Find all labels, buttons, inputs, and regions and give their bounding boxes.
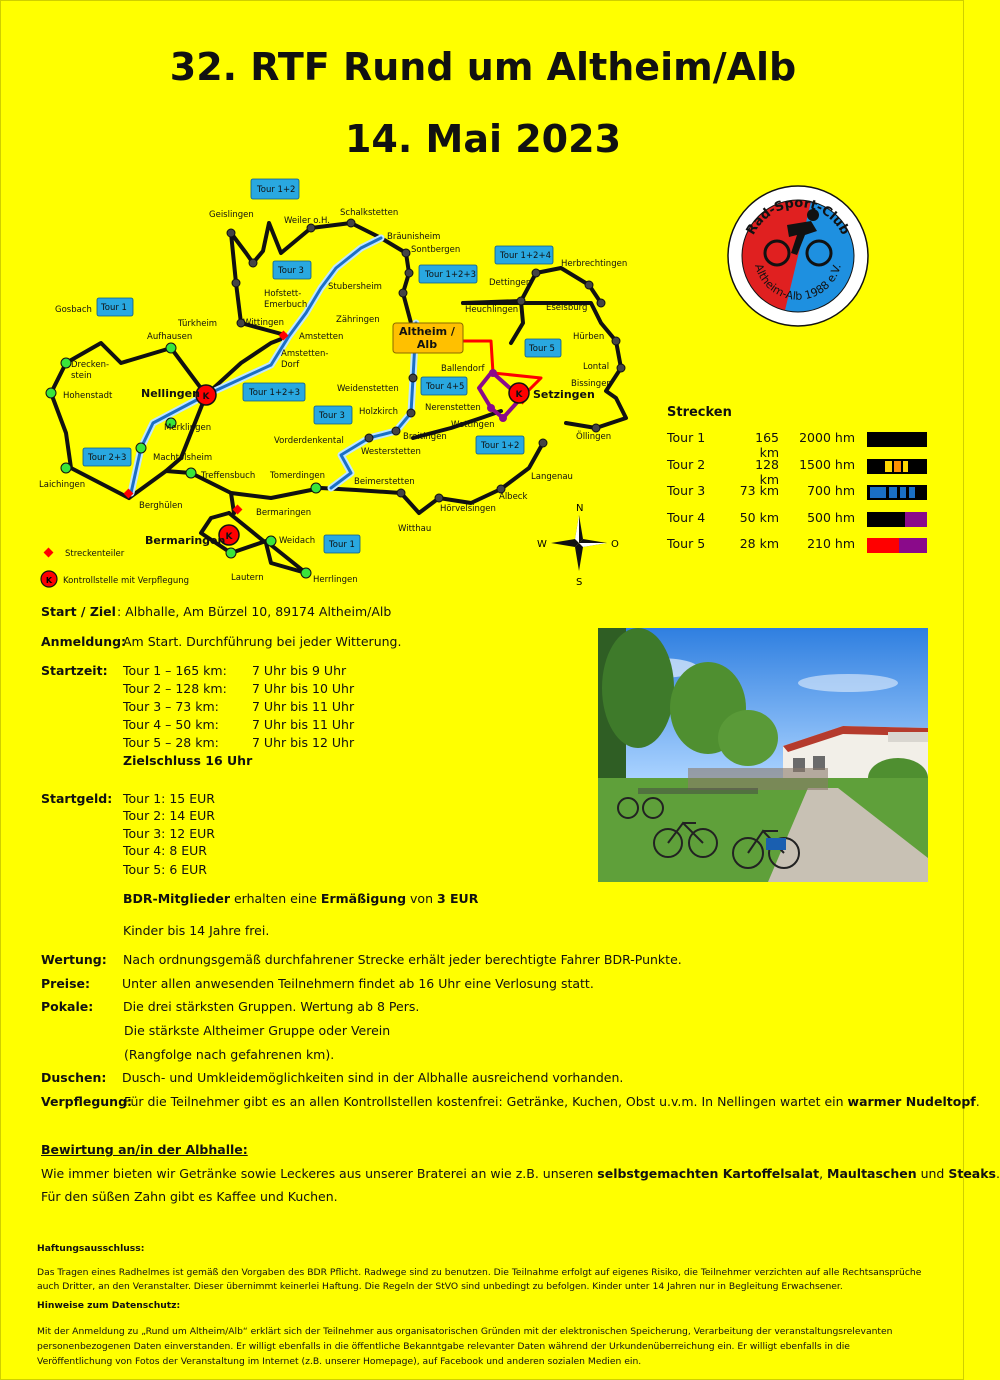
club-logo	[727, 185, 869, 327]
svg-text:Heuchlingen: Heuchlingen	[465, 305, 519, 315]
svg-text:S: S	[576, 577, 583, 588]
tour-3-color-bar	[867, 485, 927, 500]
svg-text:Schalkstetten: Schalkstetten	[340, 208, 399, 218]
svg-text:Streckenteiler: Streckenteiler	[65, 549, 125, 559]
startzeit-tour: Tour 3 – 73 km:	[123, 699, 219, 714]
haftung-heading: Haftungsausschluss:	[37, 1243, 145, 1254]
svg-text:Breitingen: Breitingen	[403, 432, 447, 442]
svg-text:Hohenstadt: Hohenstadt	[63, 391, 113, 401]
svg-text:K: K	[515, 390, 523, 400]
svg-text:O: O	[611, 539, 619, 550]
compass-icon	[537, 503, 619, 588]
legend-row: Tour 1 165 km 2000 hm	[667, 430, 937, 457]
svg-text:Emerbuch: Emerbuch	[264, 300, 308, 310]
svg-text:Dettingen: Dettingen	[489, 278, 532, 288]
svg-text:N: N	[576, 503, 584, 514]
tour-2-color-bar	[867, 459, 927, 474]
svg-text:Machtolsheim: Machtolsheim	[153, 453, 213, 463]
route-map	[31, 173, 651, 593]
svg-text:Wettingen: Wettingen	[451, 420, 495, 430]
svg-text:Tour 5: Tour 5	[529, 344, 555, 354]
startgeld-item: Tour 2: 14 EUR	[123, 808, 215, 823]
startzeit-time: 7 Uhr bis 12 Uhr	[252, 735, 355, 750]
duschen-label: Duschen:	[41, 1070, 107, 1085]
datenschutz-text: Mit der Anmeldung zu „Rund um Altheim/Alb“ erklärt sich der Teilnehmer aus organisatorischen Gründen mit der elektronischen Speicherung, Verarbeitung der veranstaltungsrelevanten	[37, 1326, 893, 1337]
svg-text:Vorderdenkental: Vorderdenkental	[274, 436, 344, 446]
bewirtung-line: Wie immer bieten wir Getränke sowie Leckeres aus unserer Braterei an wie z.B. unseren selbstgemachten Kartoffelsalat, Maultaschen und Steaks.	[41, 1166, 1000, 1181]
legend-row: Tour 3 73 km 700 hm	[667, 483, 937, 510]
preise-label: Preise:	[41, 976, 91, 991]
svg-text:Weidenstetten: Weidenstetten	[337, 384, 399, 394]
svg-text:Tour 1+2+4: Tour 1+2+4	[500, 251, 551, 261]
svg-text:Amstetten-: Amstetten-	[281, 349, 329, 359]
svg-text:Rad-Sport-Club: Rad-Sport-Club	[743, 195, 853, 238]
startzeit-tour: Tour 4 – 50 km:	[123, 717, 219, 732]
startgeld-item: Tour 3: 12 EUR	[123, 826, 215, 841]
svg-text:Weidach: Weidach	[279, 536, 316, 546]
startzeit-tour: Tour 2 – 128 km:	[123, 681, 227, 696]
datenschutz-text: personenbezogenen Daten einverstanden. Er willigt ebenfalls in die öffentliche Bekanntgabe relevanter Daten während der Urkundenüberreichung ein. Er willigt ebenfalls in die	[37, 1341, 850, 1352]
svg-text:Tour 1: Tour 1	[329, 540, 355, 550]
startgeld-item: Tour 1: 15 EUR	[123, 791, 215, 806]
svg-text:Berghülen: Berghülen	[139, 501, 183, 511]
svg-text:Ballendorf: Ballendorf	[441, 364, 485, 374]
svg-text:Türkheim: Türkheim	[178, 319, 218, 329]
svg-text:W: W	[537, 539, 547, 550]
zielschluss: Zielschluss 16 Uhr	[123, 753, 253, 768]
svg-text:Lautern: Lautern	[231, 573, 264, 583]
svg-text:Merklingen: Merklingen	[164, 423, 212, 433]
startzeit-label: Startzeit:	[41, 663, 108, 678]
svg-text:Lontal: Lontal	[583, 362, 610, 372]
svg-text:Beimerstetten: Beimerstetten	[354, 477, 415, 487]
svg-text:Bräunisheim: Bräunisheim	[387, 232, 441, 242]
startgeld-label: Startgeld:	[41, 791, 113, 806]
svg-text:Kontrollstelle mit Verpflegung: Kontrollstelle mit Verpflegung	[63, 576, 190, 586]
svg-text:Hörvelsingen: Hörvelsingen	[440, 504, 496, 514]
kinder-note: Kinder bis 14 Jahre frei.	[123, 923, 270, 938]
pokale-line: Die drei stärksten Gruppen. Wertung ab 8 Pers.	[123, 999, 420, 1014]
svg-text:Drecken-: Drecken-	[71, 360, 110, 370]
svg-text:Bissingen: Bissingen	[571, 379, 612, 389]
svg-text:Aufhausen: Aufhausen	[147, 332, 193, 342]
svg-text:stein: stein	[71, 371, 92, 381]
verpflegung-value: Für die Teilnehmer gibt es an allen Kontrollstellen kostenfrei: Getränke, Kuchen, Obst u.v.m. In Nellingen wartet ein warmer Nudeltopf.	[124, 1094, 980, 1109]
legend-row: Tour 4 50 km 500 hm	[667, 510, 937, 537]
legend-row: Tour 2 128 km 1500 hm	[667, 457, 937, 484]
svg-text:Zähringen: Zähringen	[336, 315, 380, 325]
svg-text:Tour 4+5: Tour 4+5	[426, 382, 465, 392]
svg-text:Bermaringen: Bermaringen	[145, 534, 226, 547]
svg-text:Geislingen: Geislingen	[209, 210, 254, 220]
datenschutz-text: Veröffentlichung von Fotos der Veranstaltung im Internet (z.B. unserer Homepage), auf Facebook und anderen sozialen Medien ein.	[37, 1356, 642, 1367]
bdr-discount: BDR-Mitglieder erhalten eine Ermäßigung von 3 EUR	[123, 891, 479, 906]
svg-text:Tomerdingen: Tomerdingen	[270, 471, 325, 481]
tour-5-color-bar	[867, 538, 927, 553]
svg-text:Alb: Alb	[416, 338, 438, 351]
legend-row: Tour 5 28 km 210 hm	[667, 536, 937, 563]
anmeldung-label: Anmeldung:	[41, 634, 127, 649]
datenschutz-heading: Hinweise zum Datenschutz:	[37, 1300, 181, 1311]
svg-text:Tour 3: Tour 3	[319, 411, 345, 421]
albhalle-photo	[598, 628, 928, 882]
verpflegung-label: Verpflegung:	[41, 1094, 133, 1109]
page-title: 32. RTF Rund um Altheim/Alb	[169, 45, 797, 89]
pokale-label: Pokale:	[41, 999, 94, 1014]
svg-text:Langenau: Langenau	[531, 472, 573, 482]
svg-text:K: K	[202, 392, 210, 402]
svg-text:Weiler o.H.: Weiler o.H.	[284, 216, 330, 226]
svg-text:Tour 1+2: Tour 1+2	[481, 441, 520, 451]
event-date: 14. Mai 2023	[344, 117, 622, 161]
bewirtung-line: Für den süßen Zahn gibt es Kaffee und Kuchen.	[41, 1189, 338, 1204]
startzeit-tour: Tour 1 – 165 km:	[123, 663, 227, 678]
svg-text:Setzingen: Setzingen	[533, 388, 595, 401]
svg-text:Tour 3: Tour 3	[278, 266, 304, 276]
preise-value: Unter allen anwesenden Teilnehmern findet ab 16 Uhr eine Verlosung statt.	[122, 976, 594, 991]
svg-text:Hürben: Hürben	[573, 332, 605, 342]
svg-text:K: K	[45, 576, 53, 585]
startzeit-tour: Tour 5 – 28 km:	[123, 735, 219, 750]
haftung-text: auch Dritter, an den Veranstalter. Dieser übernimmt keinerlei Haftung. Die Regeln der StVO sind unbedingt zu befolgen. Kinder unter 14 Jahren nur in Begleitung Erwachsener.	[37, 1281, 843, 1292]
legend-heading: Strecken	[667, 405, 732, 420]
pokale-line: (Rangfolge nach gefahrenen km).	[124, 1047, 335, 1062]
svg-text:Eselsburg: Eselsburg	[546, 303, 588, 313]
svg-text:Treffensbuch: Treffensbuch	[201, 471, 256, 481]
svg-text:Nerenstetten: Nerenstetten	[425, 403, 481, 413]
route-legend	[667, 405, 937, 563]
svg-text:Herrlingen: Herrlingen	[313, 575, 358, 585]
wertung-value: Nach ordnungsgemäß durchfahrener Strecke erhält jeder berechtigte Fahrer BDR-Punkte.	[123, 952, 682, 967]
svg-text:Tour 2+3: Tour 2+3	[88, 453, 127, 463]
svg-text:Wittingen: Wittingen	[243, 318, 285, 328]
svg-text:Tour 1+2+3: Tour 1+2+3	[249, 388, 300, 398]
svg-text:Nellingen: Nellingen	[141, 387, 200, 400]
pokale-line: Die stärkste Altheimer Gruppe oder Verein	[124, 1023, 391, 1038]
svg-text:Gosbach: Gosbach	[55, 305, 92, 315]
svg-text:Altheim-Alb 1988 e.V.: Altheim-Alb 1988 e.V.	[752, 262, 844, 303]
svg-text:Amstetten: Amstetten	[299, 332, 344, 342]
anmeldung-value: Am Start. Durchführung bei jeder Witterung.	[123, 634, 402, 649]
svg-text:Dorf: Dorf	[281, 360, 300, 370]
svg-text:Witthau: Witthau	[398, 524, 432, 534]
svg-text:Sontbergen: Sontbergen	[411, 245, 461, 255]
svg-text:Altheim /: Altheim /	[399, 325, 455, 338]
svg-text:Tour 1+2+3: Tour 1+2+3	[425, 270, 476, 280]
startzeit-time: 7 Uhr bis 9 Uhr	[252, 663, 347, 678]
haftung-text: Das Tragen eines Radhelmes ist gemäß den Vorgaben des BDR Pflicht. Radwege sind zu benutzen. Die Teilnahme erfolgt auf eigenes Risiko, die Teilnehmer verzichten auf alle Rechtsansprüche	[37, 1267, 922, 1278]
startzeit-time: 7 Uhr bis 11 Uhr	[252, 717, 355, 732]
startzeit-time: 7 Uhr bis 10 Uhr	[252, 681, 355, 696]
start-label: Start / Ziel	[41, 604, 116, 619]
svg-text:Albeck: Albeck	[499, 492, 528, 502]
tour-4-color-bar	[867, 512, 927, 527]
tour-1-color-bar	[867, 432, 927, 447]
svg-text:Tour 1+2: Tour 1+2	[257, 185, 296, 195]
duschen-value: Dusch- und Umkleidemöglichkeiten sind in der Albhalle ausreichend vorhanden.	[122, 1070, 624, 1085]
svg-text:Holzkirch: Holzkirch	[359, 407, 399, 417]
startzeit-time: 7 Uhr bis 11 Uhr	[252, 699, 355, 714]
svg-text:Öllingen: Öllingen	[576, 432, 612, 442]
svg-text:Laichingen: Laichingen	[39, 480, 86, 490]
svg-text:Hofstett-: Hofstett-	[264, 289, 302, 299]
svg-text:Westerstetten: Westerstetten	[361, 447, 421, 457]
svg-text:Stubersheim: Stubersheim	[328, 282, 382, 292]
svg-text:Herbrechtingen: Herbrechtingen	[561, 259, 628, 269]
bewirtung-heading: Bewirtung an/in der Albhalle:	[41, 1142, 248, 1157]
startgeld-item: Tour 5: 6 EUR	[123, 862, 207, 877]
svg-text:K: K	[225, 532, 233, 542]
wertung-label: Wertung:	[41, 952, 107, 967]
svg-text:Tour 1: Tour 1	[101, 303, 127, 313]
svg-text:Bermaringen: Bermaringen	[256, 508, 312, 518]
start-value: : Albhalle, Am Bürzel 10, 89174 Altheim/Alb	[117, 604, 392, 619]
startgeld-item: Tour 4: 8 EUR	[123, 843, 207, 858]
